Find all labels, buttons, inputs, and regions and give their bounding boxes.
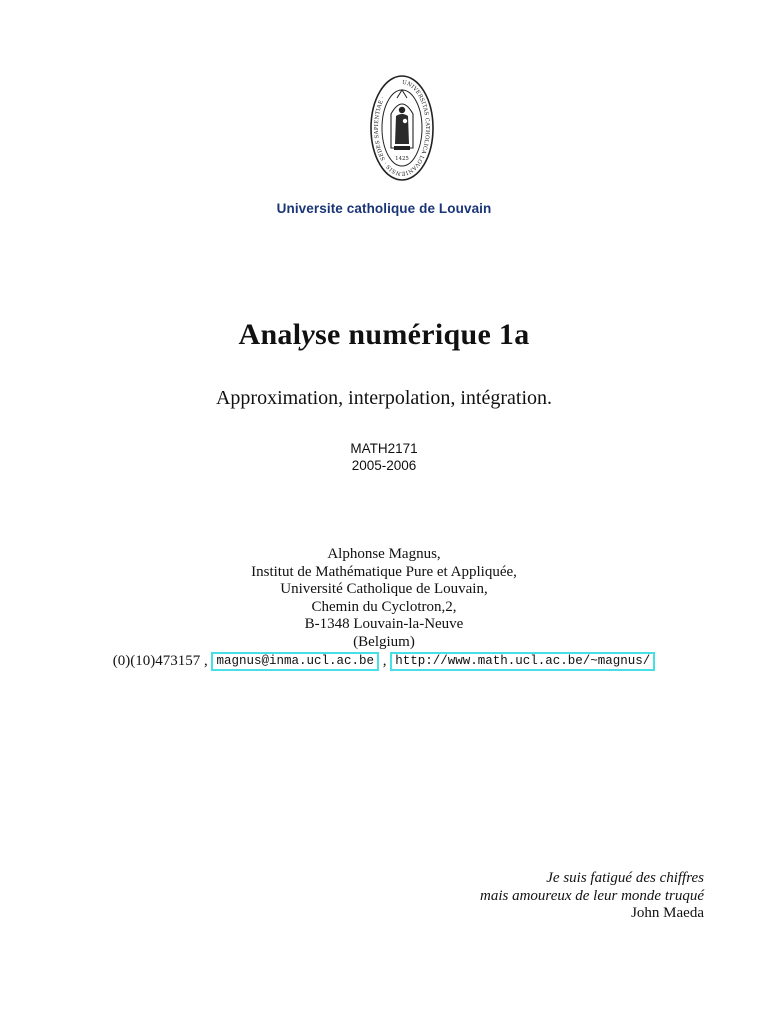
epigraph-quote [480, 870, 704, 923]
svg-text:UNIVERSITAS CATHOLICA LOVANIEN: UNIVERSITAS CATHOLICA LOVANIENSIS · SEDES SAPIENTIAE · [373, 79, 430, 177]
city-line: B-1348 Louvain-la-Neuve [304, 616, 464, 633]
author-name: Alphonse Magnus, [327, 546, 441, 562]
email-link[interactable]: magnus@inma.ucl.ac.be [211, 652, 379, 671]
university-line: Université Catholique de Louvain, [280, 581, 488, 598]
university-name: Universite catholique de Louvain [276, 201, 492, 216]
country-line: (Belgium) [353, 633, 415, 650]
author-address-block [0, 546, 768, 652]
university-seal-icon [369, 74, 435, 182]
institute-line: Institut de Mathématique Pure et Appliquée, [251, 563, 517, 580]
quote-line-1: Je suis fatigué des chiffres [546, 870, 704, 886]
course-years: 2005-2006 [351, 458, 417, 473]
title-part-1: Anal [238, 318, 302, 351]
course-code: MATH2171 [350, 441, 418, 456]
phone-number: (0)(10)473157 , [112, 653, 208, 669]
quote-attribution: John Maeda [631, 905, 704, 921]
contact-line [0, 652, 768, 671]
street-line: Chemin du Cyclotron,2, [311, 598, 457, 615]
title-part-2: y [301, 318, 315, 351]
quote-line-2: mais amoureux de leur monde truqué [480, 887, 704, 904]
page-subtitle: Approximation, interpolation, intégration. [215, 387, 553, 409]
page-title [0, 318, 768, 352]
title-part-3: se numérique 1a [315, 318, 530, 351]
contact-separator: , [382, 653, 387, 669]
svg-text:1425: 1425 [395, 156, 409, 162]
website-link[interactable]: http://www.math.ucl.ac.be/~magnus/ [390, 652, 655, 671]
